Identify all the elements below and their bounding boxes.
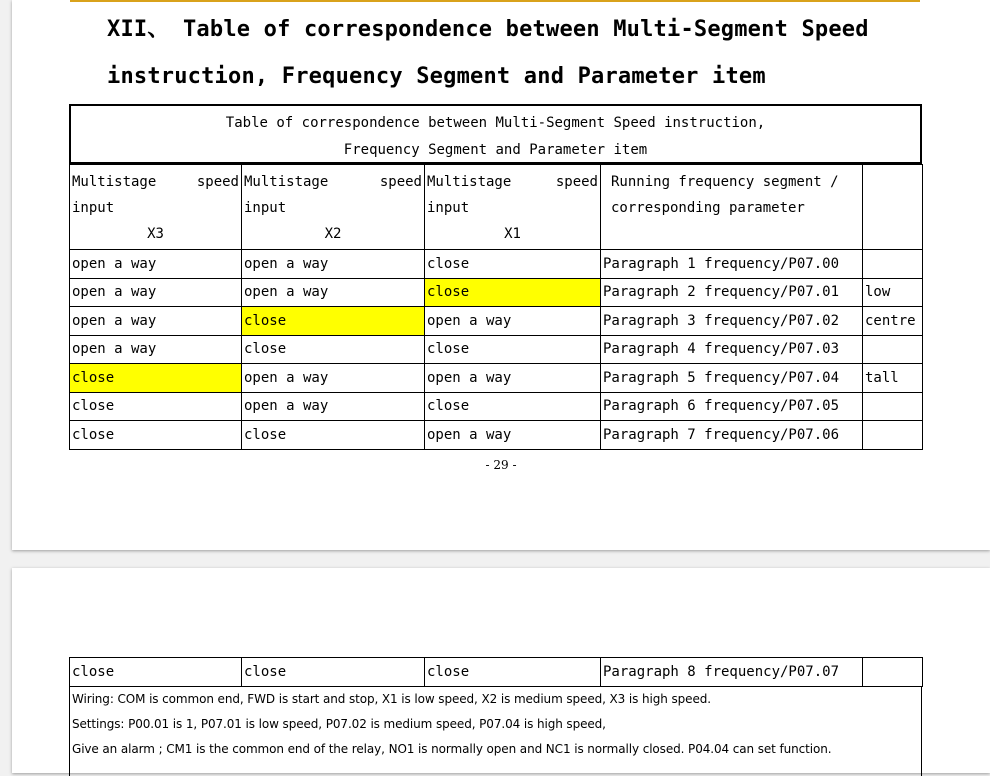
note-wiring: Wiring: COM is common end, FWD is start and stop, X1 is low speed, X2 is medium speed, X3 is high speed. <box>72 692 711 706</box>
cell-level <box>863 250 923 279</box>
note-alarm: Give an alarm ; CM1 is the common end of the relay, NO1 is normally open and NC1 is normally closed. P04.04 can set function. <box>72 742 832 756</box>
cell-x3: open a way <box>70 278 242 307</box>
cell-level: low <box>863 278 923 307</box>
table-title-line2: Frequency Segment and Parameter item <box>343 142 648 158</box>
header-label: Multistage <box>244 174 329 190</box>
cell-x1: close <box>425 250 601 279</box>
cell-x2: open a way <box>242 250 425 279</box>
table-title-box <box>69 104 922 164</box>
cell-x2: open a way <box>242 364 425 393</box>
cell-param: Paragraph 5 frequency/P07.04 <box>601 364 863 393</box>
header-x3 <box>70 165 242 250</box>
table-title-line1: Table of correspondence between Multi-Segment Speed instruction, <box>225 115 766 131</box>
cell-x2: close <box>242 658 425 687</box>
header-label: input <box>427 200 470 216</box>
header-label: input <box>244 200 287 216</box>
header-label: speed <box>555 174 598 190</box>
note-settings: Settings: P00.01 is 1, P07.01 is low speed, P07.02 is medium speed, P07.04 is high speed, <box>72 717 606 731</box>
section-heading-line2: instruction, Frequency Segment and Parameter item <box>107 64 766 89</box>
table-row <box>70 278 923 307</box>
cell-x3: close <box>70 421 242 450</box>
cell-x2: open a way <box>242 278 425 307</box>
cell-x1: close <box>425 392 601 421</box>
table-row <box>70 335 923 364</box>
cell-x3: open a way <box>70 250 242 279</box>
cell-x3: close <box>70 658 242 687</box>
header-level <box>863 165 923 250</box>
cell-level <box>863 658 923 687</box>
cell-x1: open a way <box>425 421 601 450</box>
correspondence-table-continued <box>69 657 923 687</box>
cell-level <box>863 335 923 364</box>
cell-x2: close <box>242 335 425 364</box>
header-x1 <box>425 165 601 250</box>
cell-param: Paragraph 6 frequency/P07.05 <box>601 392 863 421</box>
cell-param: Paragraph 8 frequency/P07.07 <box>601 658 863 687</box>
table-row <box>70 250 923 279</box>
cell-param: Paragraph 2 frequency/P07.01 <box>601 278 863 307</box>
cell-x2: close <box>242 421 425 450</box>
correspondence-table <box>69 164 923 450</box>
table-row <box>70 364 923 393</box>
cell-x1: open a way <box>425 364 601 393</box>
header-label: Multistage <box>427 174 512 190</box>
cell-x1: close <box>425 278 601 307</box>
document-page-29 <box>12 0 990 550</box>
cell-x3: open a way <box>70 307 242 336</box>
header-row <box>70 165 923 250</box>
cell-x3: open a way <box>70 335 242 364</box>
cell-param: Paragraph 3 frequency/P07.02 <box>601 307 863 336</box>
header-label: Multistage <box>72 174 157 190</box>
header-label: corresponding parameter <box>611 200 805 216</box>
page-number: - 29 - <box>485 458 517 472</box>
cell-param: Paragraph 7 frequency/P07.06 <box>601 421 863 450</box>
header-x2 <box>242 165 425 250</box>
header-label: speed <box>196 174 239 190</box>
table-row <box>70 307 923 336</box>
header-label: input <box>72 200 115 216</box>
cell-level: tall <box>863 364 923 393</box>
cell-level <box>863 392 923 421</box>
cell-x3: close <box>70 392 242 421</box>
cell-x3: close <box>70 364 242 393</box>
table-row <box>70 421 923 450</box>
document-page-30 <box>12 568 990 773</box>
cell-x1: close <box>425 658 601 687</box>
header-label: speed <box>379 174 422 190</box>
cell-x2: close <box>242 307 425 336</box>
table-row <box>70 392 923 421</box>
cell-param: Paragraph 4 frequency/P07.03 <box>601 335 863 364</box>
header-label: X3 <box>147 226 164 242</box>
header-label: X1 <box>504 226 521 242</box>
cell-level <box>863 421 923 450</box>
table-row <box>70 658 923 687</box>
header-label: X2 <box>324 226 342 242</box>
cell-x2: open a way <box>242 392 425 421</box>
table-top-edge <box>70 0 920 2</box>
cell-param: Paragraph 1 frequency/P07.00 <box>601 250 863 279</box>
header-label: Running frequency segment / <box>611 174 839 190</box>
cell-level: centre <box>863 307 923 336</box>
notes-box <box>69 686 922 776</box>
header-param <box>601 165 863 250</box>
cell-x1: open a way <box>425 307 601 336</box>
section-heading-line1: XII、 Table of correspondence between Multi-Segment Speed <box>107 17 869 42</box>
cell-x1: close <box>425 335 601 364</box>
